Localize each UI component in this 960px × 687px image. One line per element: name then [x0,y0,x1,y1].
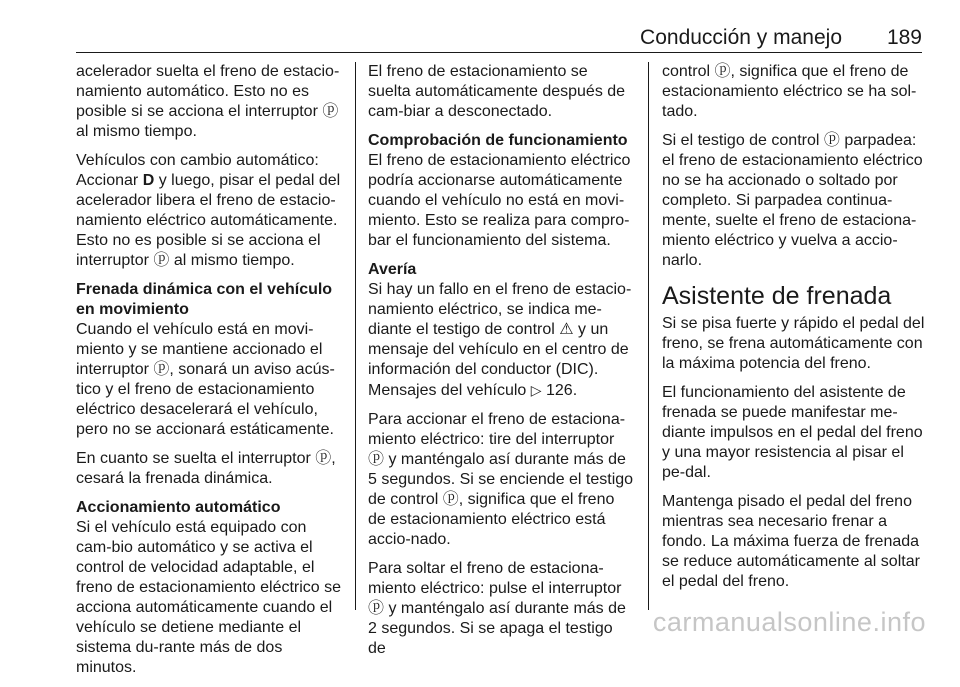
paragraph: En cuanto se suelta el interruptor ⓟ, cesará la frenada dinámica. [76,450,336,487]
paragraph: Si el testigo de control ⓟ parpadea: el freno de estacionamiento eléctrico no se ha accionado o soltado por completo. Si parpadea continua-mente, suelte el freno de estaciona-miento eléctrico y vuelva a accio-narlo. [662,132,923,269]
paragraph-text: Vehículos con cambio automático: Accionar [76,152,319,189]
paragraph: El funcionamiento del asistente de frenada se puede manifestar me-diante impulsos en el pedal del freno y una mayor resistencia al pisar el pe-dal. [662,384,923,481]
paragraph-text: 126. [541,382,578,399]
gear-position-label: D [142,172,155,189]
subheading-dynamic-braking: Frenada dinámica con el vehículo en movimiento [76,281,333,318]
paragraph: Mantenga pisado el pedal del freno mientras sea necesario frenar a fondo. La máxima fuerza de frenada se reduce automáticamente al soltar el pedal del freno. [662,493,920,590]
text-column-2 [368,62,634,668]
paragraph: Para accionar el freno de estaciona-miento eléctrico: tire del interruptor ⓟ y manténgalo así durante más de 5 segundos. Si se enciende el testigo de control ⓟ, significa que el freno de estacionamiento eléctrico está accio-nado. [368,411,634,548]
section-title: Conducción y manejo [640,26,842,49]
paragraph-text: Si hay un fallo en el freno de estacio-namiento eléctrico, se indica me-diante el testigo de control ⚠ y un mensaje del vehículo en el centro de información del conductor (DIC). Mensajes del vehículo [368,281,632,399]
paragraph: El freno de estacionamiento se suelta automáticamente después de cam-biar a desconectado. [368,63,626,120]
column-divider [648,62,649,610]
paragraph: control ⓟ, significa que el freno de estacionamiento eléctrico se ha sol-tado. [662,63,917,120]
page-header [76,26,922,50]
paragraph-text: y luego, pisar el pedal del acelerador libera el freno de estacio-namiento eléctrico automáticamente. Esto no es posible si se acciona el interruptor ⓟ al mismo tiempo. [76,172,341,269]
section-heading-brake-assist: Asistente de frenada [662,282,892,310]
text-column-3 [662,62,926,601]
paragraph: Cuando el vehículo está en movi-miento y se mantiene accionado el interruptor ⓟ, sonará un aviso acús-tico y el freno de estacionamiento eléctrico desacelerará el vehículo, pero no se accionará estáticamente. [76,321,335,438]
watermark: carmanualsonline.info [652,607,926,637]
arrow-icon: ▷ [530,382,542,398]
subheading-fault: Avería [368,261,417,278]
paragraph: Para soltar el freno de estaciona-miento eléctrico: pulse el interruptor ⓟ y manténgalo así durante más de 2 segundos. Si se apaga el testigo de [368,560,626,657]
subheading-function-check: Comprobación de funcionamiento [368,132,628,149]
paragraph: acelerador suelta el freno de estacio-namiento automático. Esto no es posible si se acciona el interruptor ⓟ al mismo tiempo. [76,63,340,140]
subheading-automatic-actuation: Accionamiento automático [76,499,281,516]
paragraph: Si se pisa fuerte y rápido el pedal del freno, se frena automáticamente con la máxima potencia del freno. [662,315,925,372]
paragraph [368,280,634,401]
header-rule [76,52,922,53]
text-column-1 [76,62,346,687]
page-number: 189 [886,26,922,49]
paragraph: Si el vehículo está equipado con cam-bio automático y se activa el control de velocidad adaptable, el freno de estacionamiento eléctrico se acciona automáticamente cuando el vehículo se detiene mediante el sistema du-rante más de dos minutos. [76,519,342,676]
paragraph [76,151,346,271]
paragraph: El freno de estacionamiento eléctrico podría accionarse automáticamente cuando el vehículo no está en movi-miento. Esto se realiza para compro-bar el funcionamiento del sistema. [368,152,631,249]
column-divider [355,62,356,610]
